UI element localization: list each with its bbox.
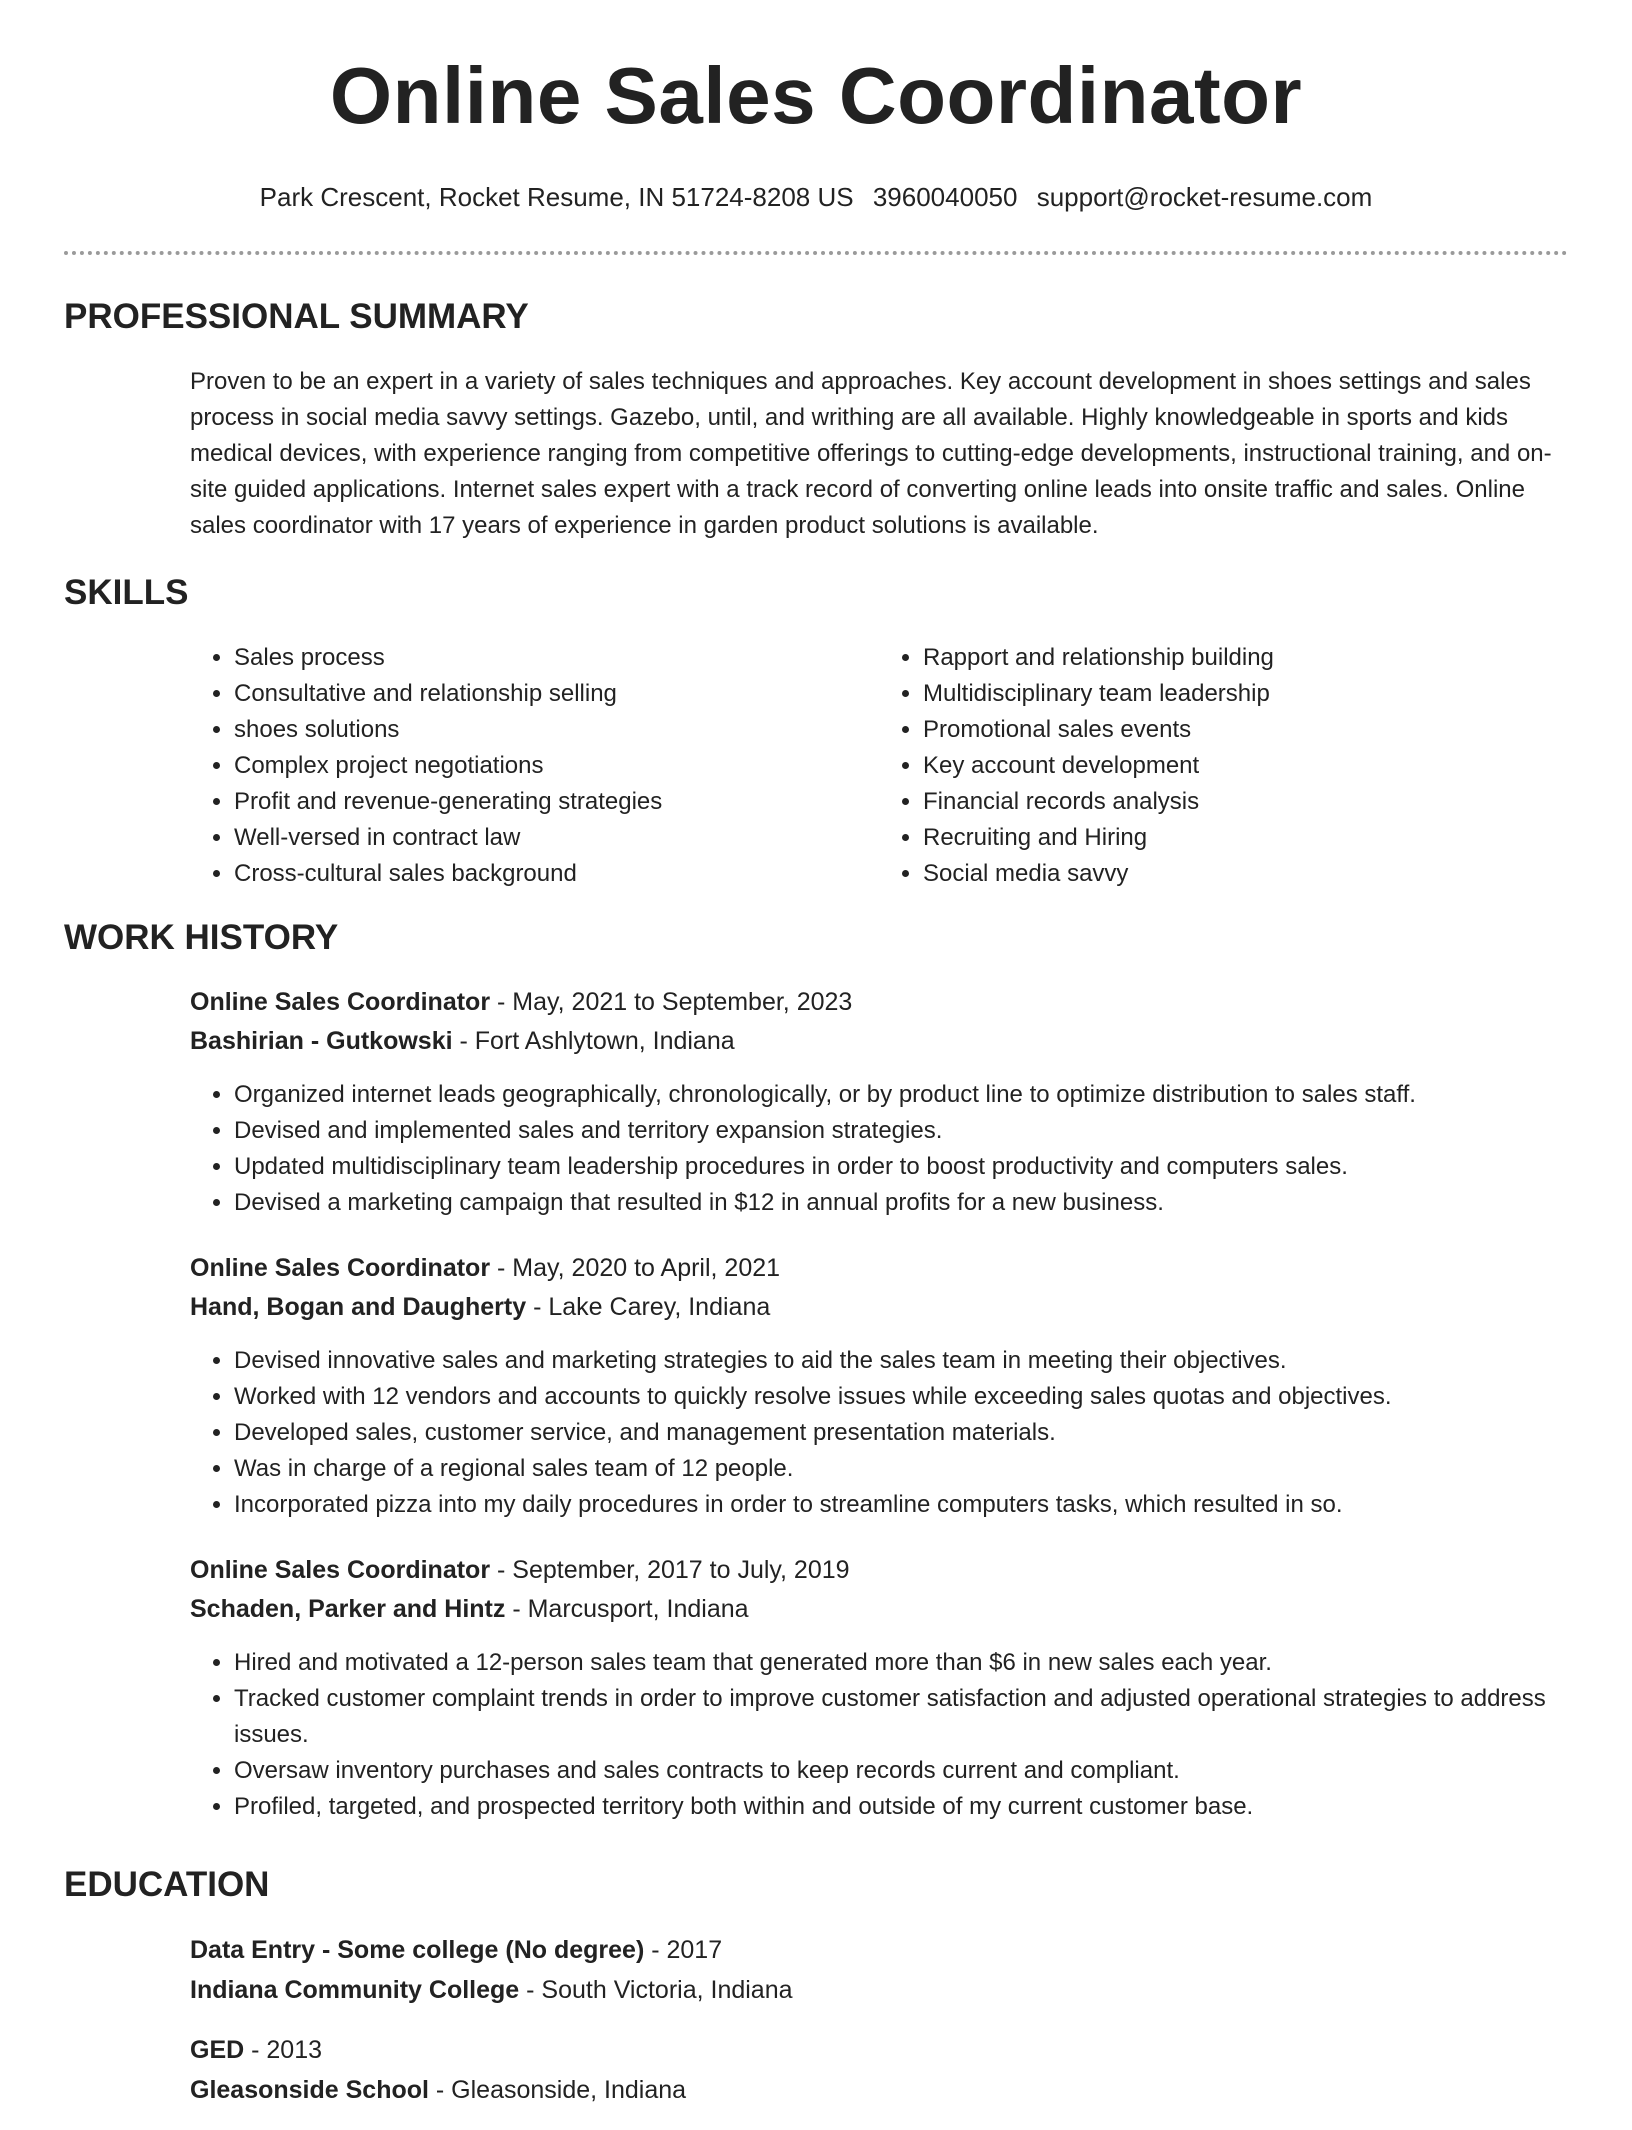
education-year: - 2013 xyxy=(244,2036,323,2064)
education-school-line xyxy=(190,1970,1568,2010)
skill-item: • Sales process xyxy=(234,640,879,676)
resume-name: Online Sales Coordinator xyxy=(329,51,1303,140)
skills-columns xyxy=(190,640,1568,892)
education-degree-line xyxy=(190,2030,1568,2070)
contact-line xyxy=(0,182,1632,213)
skill-item: • Recruiting and Hiring xyxy=(923,820,1568,856)
contact-address: Park Crescent, Rocket Resume, IN 51724-8208 US xyxy=(259,182,854,212)
job-entry xyxy=(190,983,1568,1221)
work-heading: WORK HISTORY xyxy=(64,918,339,957)
job-title-line xyxy=(190,983,1568,1022)
education-heading: EDUCATION xyxy=(64,1865,270,1904)
job-company-line xyxy=(190,1288,1568,1327)
skill-item: • Social media savvy xyxy=(923,856,1568,892)
job-company-line xyxy=(190,1590,1568,1629)
contact-email: support@rocket-resume.com xyxy=(1036,182,1373,212)
education-entry xyxy=(190,2030,1568,2110)
job-duty: • Updated multidisciplinary team leadership procedures in order to boost productivity and computers sales. xyxy=(234,1149,1568,1185)
summary-section xyxy=(64,296,1568,544)
education-school: Indiana Community College xyxy=(190,1976,520,2004)
skill-item: • Promotional sales events xyxy=(923,712,1568,748)
skill-item: • shoes solutions xyxy=(234,712,879,748)
job-company: Hand, Bogan and Daugherty xyxy=(190,1293,527,1321)
job-location: - Marcusport, Indiana xyxy=(505,1595,749,1623)
job-duty: • Organized internet leads geographically, chronologically, or by product line to optimize distribution to sales staff. xyxy=(234,1077,1568,1113)
education-entry xyxy=(190,1930,1568,2010)
job-title: Online Sales Coordinator xyxy=(190,1254,491,1282)
education-year: - 2017 xyxy=(644,1936,723,1964)
education-school-line xyxy=(190,2070,1568,2110)
summary-heading: PROFESSIONAL SUMMARY xyxy=(64,297,529,336)
job-entry xyxy=(190,1249,1568,1523)
job-title: Online Sales Coordinator xyxy=(190,988,491,1016)
skill-item: • Complex project negotiations xyxy=(234,748,879,784)
skill-item: • Rapport and relationship building xyxy=(923,640,1568,676)
job-title-line xyxy=(190,1551,1568,1590)
job-duty: • Hired and motivated a 12-person sales team that generated more than $6 in new sales each year. xyxy=(234,1645,1568,1681)
skills-list-right xyxy=(879,640,1568,892)
job-title: Online Sales Coordinator xyxy=(190,1556,491,1584)
job-location: - Lake Carey, Indiana xyxy=(526,1293,771,1321)
job-company: Bashirian - Gutkowski xyxy=(190,1027,453,1055)
skill-item: • Consultative and relationship selling xyxy=(234,676,879,712)
skills-list-left xyxy=(190,640,879,892)
job-duty: • Worked with 12 vendors and accounts to quickly resolve issues while exceeding sales quotas and objectives. xyxy=(234,1379,1568,1415)
job-entry xyxy=(190,1551,1568,1825)
job-duty: • Devised and implemented sales and territory expansion strategies. xyxy=(234,1113,1568,1149)
education-degree: Data Entry - Some college (No degree) xyxy=(190,1936,645,1964)
work-section xyxy=(64,917,1568,1853)
job-duty: • Was in charge of a regional sales team of 12 people. xyxy=(234,1451,1568,1487)
job-duty: • Profiled, targeted, and prospected territory both within and outside of my current customer base. xyxy=(234,1789,1568,1825)
education-degree-line xyxy=(190,1930,1568,1970)
job-duty: • Devised innovative sales and marketing strategies to aid the sales team in meeting their objectives. xyxy=(234,1343,1568,1379)
education-location: - Gleasonside, Indiana xyxy=(428,2076,687,2104)
skill-item: • Profit and revenue-generating strategies xyxy=(234,784,879,820)
education-section xyxy=(64,1864,1568,2130)
skill-item: • Key account development xyxy=(923,748,1568,784)
job-dates: - September, 2017 to July, 2019 xyxy=(490,1556,850,1584)
skills-heading: SKILLS xyxy=(64,573,189,612)
summary-text: Proven to be an expert in a variety of sales techniques and approaches. Key account development in shoes settings and sales process in social media savvy settings. Gazebo, until, and writhing are all available. Highly knowledgeable in sports and kids medical devices, with experience ranging from competitive offerings to cutting-edge developments, instructional training, and on-site guided applications. Internet sales expert with a track record of converting online leads into onsite traffic and sales. Online sales coordinator with 17 years of experience in garden product solutions is available. xyxy=(190,368,1552,539)
job-title-line xyxy=(190,1249,1568,1288)
skill-item: • Cross-cultural sales background xyxy=(234,856,879,892)
job-duty: • Developed sales, customer service, and management presentation materials. xyxy=(234,1415,1568,1451)
job-duty: • Incorporated pizza into my daily procedures in order to streamline computers tasks, which resulted in so. xyxy=(234,1487,1568,1523)
skill-item: • Multidisciplinary team leadership xyxy=(923,676,1568,712)
skill-item: • Financial records analysis xyxy=(923,784,1568,820)
education-degree: GED xyxy=(190,2036,245,2064)
job-duty: • Devised a marketing campaign that resulted in $12 in annual profits for a new business. xyxy=(234,1185,1568,1221)
job-duties xyxy=(190,1343,1568,1523)
job-dates: - May, 2021 to September, 2023 xyxy=(490,988,853,1016)
education-school: Gleasonside School xyxy=(190,2076,429,2104)
education-location: - South Victoria, Indiana xyxy=(519,1976,793,2004)
skills-section xyxy=(64,572,1568,892)
skill-item: • Well-versed in contract law xyxy=(234,820,879,856)
header-divider xyxy=(64,251,1568,255)
job-duty: • Tracked customer complaint trends in order to improve customer satisfaction and adjusted operational strategies to address issues. xyxy=(234,1681,1568,1753)
job-dates: - May, 2020 to April, 2021 xyxy=(490,1254,781,1282)
job-duty: • Oversaw inventory purchases and sales contracts to keep records current and compliant. xyxy=(234,1753,1568,1789)
job-company-line xyxy=(190,1022,1568,1061)
job-duties xyxy=(190,1645,1568,1825)
job-duties xyxy=(190,1077,1568,1221)
job-location: - Fort Ashlytown, Indiana xyxy=(452,1027,735,1055)
job-company: Schaden, Parker and Hintz xyxy=(190,1595,506,1623)
contact-phone: 3960040050 xyxy=(872,182,1018,212)
